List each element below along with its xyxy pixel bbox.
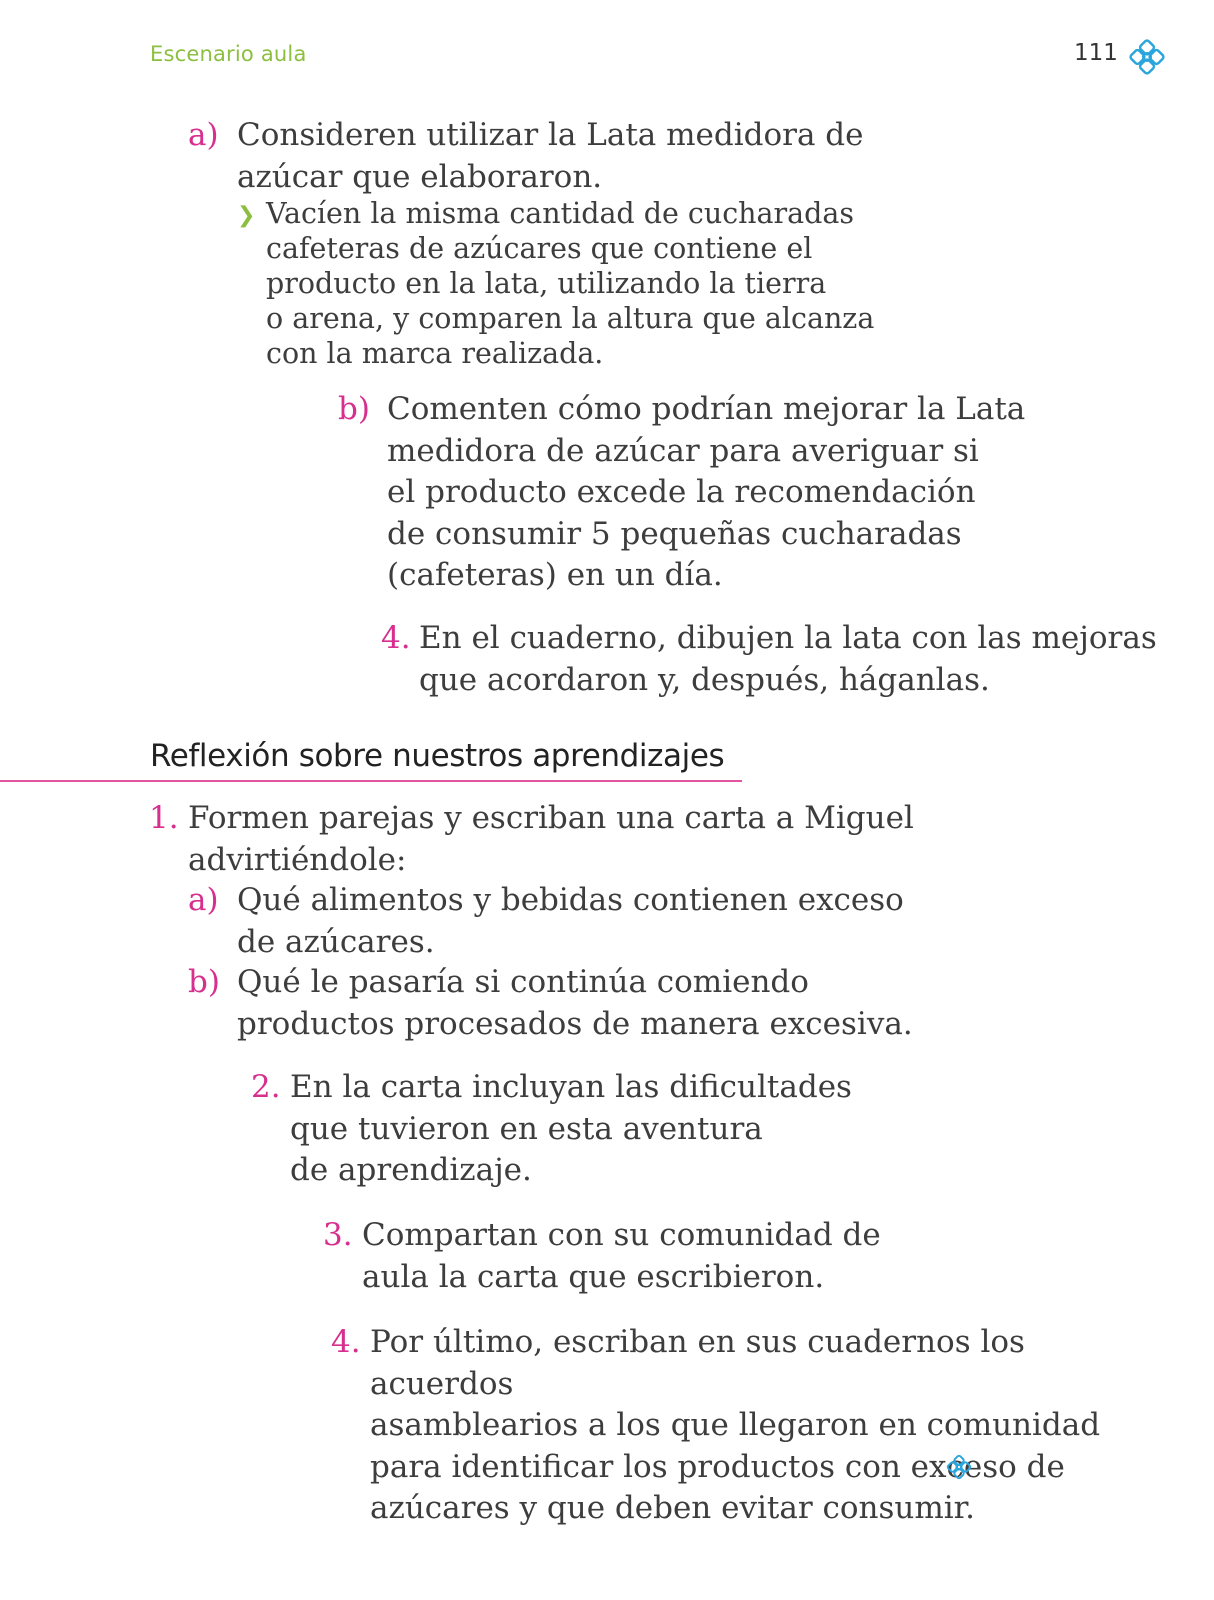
list-marker: a)	[188, 117, 219, 153]
list-item-text: En el cuaderno, dibujen la lata con las mejoras que acordaron y, después, háganlas.	[419, 620, 1157, 698]
list-item-text: Formen parejas y escriban una carta a Miguel advirtiéndole:	[188, 800, 914, 878]
list-item-text: Comenten cómo podrían mejorar la Lata medidora de azúcar para averiguar si el producto excede la recomendación de consumir 5 pequeñas cucharadas (cafeteras) en un día.	[387, 391, 1026, 593]
page-number: 111	[1074, 40, 1118, 66]
list-item-text: Qué le pasaría si continúa comiendo productos procesados de manera excesiva.	[237, 964, 913, 1042]
flower-knot-icon	[1128, 38, 1166, 76]
list-item-text: Qué alimentos y bebidas contienen exceso de azúcares.	[237, 882, 904, 960]
list-marker: 3.	[323, 1217, 353, 1253]
section-heading: Reflexión sobre nuestros aprendizajes	[150, 738, 725, 774]
list-marker: 4.	[381, 620, 411, 656]
list-item-text: Por último, escriban en sus cuadernos los acuerdos asamblearios a los que llegaron en comunidad para identificar los productos con exceso de azúcares y que deben evitar consumir.	[370, 1324, 1101, 1526]
list-item-text: Compartan con su comunidad de aula la carta que escribieron.	[362, 1217, 881, 1295]
section-heading-underline	[0, 780, 742, 782]
list-item-text: Consideren utilizar la Lata medidora de azúcar que elaboraron.	[237, 117, 864, 195]
list-marker: 2.	[251, 1069, 281, 1105]
list-marker: b)	[188, 964, 220, 1000]
list-marker: 1.	[149, 800, 179, 836]
list-marker: b)	[338, 391, 370, 427]
flower-knot-icon	[946, 1454, 972, 1480]
bullet-item-text: Vacíen la misma cantidad de cucharadas cafeteras de azúcares que contiene el producto en la lata, utilizando la tierra o arena, y comparen la altura que alcanza con la marca realizada.	[266, 197, 875, 370]
list-marker: a)	[188, 882, 219, 918]
running-header-section-label: Escenario aula	[150, 42, 307, 66]
list-marker: 4.	[331, 1324, 361, 1360]
chevron-right-icon: ❯	[237, 203, 256, 228]
list-item-text: En la carta incluyan las dificultades que tuvieron en esta aventura de aprendizaje.	[290, 1069, 852, 1188]
